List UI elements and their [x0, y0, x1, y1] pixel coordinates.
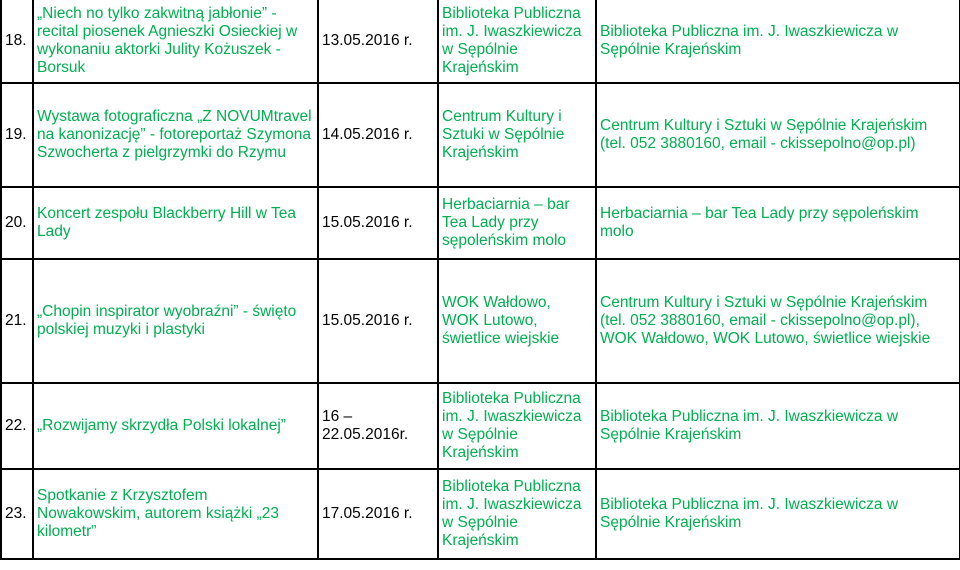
event-organizer: Herbaciarnia – bar Tea Lady przy sępoleńskim molo	[596, 187, 960, 259]
row-number: 22.	[1, 383, 33, 469]
event-organizer: Biblioteka Publiczna im. J. Iwaszkiewicza w Sępólnie Krajeńskim	[596, 469, 960, 559]
event-organizer: Biblioteka Publiczna im. J. Iwaszkiewicza w Sępólnie Krajeńskim	[596, 0, 960, 83]
table-row	[1, 187, 960, 259]
event-place: WOK Wałdowo, WOK Lutowo, świetlice wiejskie	[438, 259, 596, 383]
event-place: Biblioteka Publiczna im. J. Iwaszkiewicza w Sępólnie Krajeńskim	[438, 0, 596, 83]
event-date: 13.05.2016 r.	[318, 0, 438, 83]
event-organizer: Centrum Kultury i Sztuki w Sępólnie Krajeńskim (tel. 052 3880160, email - ckissepolno@op.pl)	[596, 83, 960, 187]
table-row	[1, 259, 960, 383]
event-place: Biblioteka Publiczna im. J. Iwaszkiewicza w Sępólnie Krajeńskim	[438, 383, 596, 469]
event-title: Koncert zespołu Blackberry Hill w Tea Lady	[33, 187, 318, 259]
event-place: Biblioteka Publiczna im. J. Iwaszkiewicza w Sępólnie Krajeńskim	[438, 469, 596, 559]
row-number: 23.	[1, 469, 33, 559]
event-date: 15.05.2016 r.	[318, 259, 438, 383]
event-date: 14.05.2016 r.	[318, 83, 438, 187]
table-row	[1, 383, 960, 469]
event-title: „Niech no tylko zakwitną jabłonie” - recital piosenek Agnieszki Osieckiej w wykonaniu aktorki Julity Kożuszek - Borsuk	[33, 0, 318, 83]
row-number: 19.	[1, 83, 33, 187]
event-date: 17.05.2016 r.	[318, 469, 438, 559]
row-number: 18.	[1, 0, 33, 83]
row-number: 21.	[1, 259, 33, 383]
event-date: 15.05.2016 r.	[318, 187, 438, 259]
event-title: Spotkanie z Krzysztofem Nowakowskim, autorem książki „23 kilometr”	[33, 469, 318, 559]
event-title: „Chopin inspirator wyobraźni” - święto polskiej muzyki i plastyki	[33, 259, 318, 383]
event-organizer: Biblioteka Publiczna im. J. Iwaszkiewicza w Sępólnie Krajeńskim	[596, 383, 960, 469]
event-place: Herbaciarnia – bar Tea Lady przy sępoleńskim molo	[438, 187, 596, 259]
event-organizer: Centrum Kultury i Sztuki w Sępólnie Krajeńskim (tel. 052 3880160, email - ckissepolno@op.pl), WOK Wałdowo, WOK Lutowo, świetlice wiejskie	[596, 259, 960, 383]
row-number: 20.	[1, 187, 33, 259]
event-date: 16 – 22.05.2016r.	[318, 383, 438, 469]
event-title: „Rozwijamy skrzydła Polski lokalnej”	[33, 383, 318, 469]
event-place: Centrum Kultury i Sztuki w Sępólnie Krajeńskim	[438, 83, 596, 187]
table-row	[1, 469, 960, 559]
table-row	[1, 0, 960, 83]
event-title: Wystawa fotograficzna „Z NOVUMtravel na kanonizację” - fotoreportaż Szymona Szwocherta z pielgrzymki do Rzymu	[33, 83, 318, 187]
table-row	[1, 83, 960, 187]
